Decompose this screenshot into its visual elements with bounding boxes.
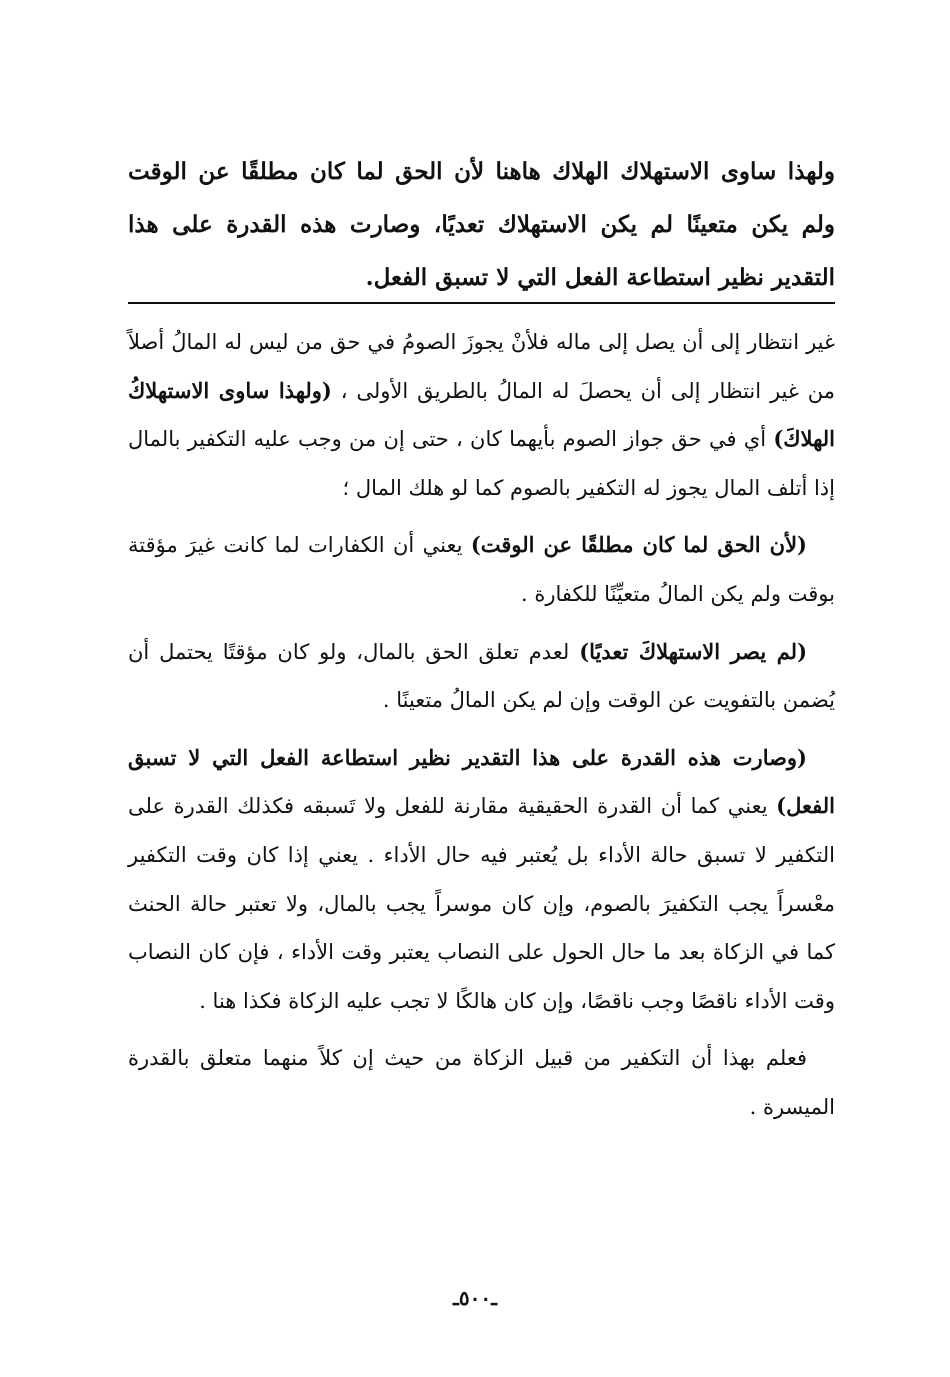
- commentary: [128, 318, 835, 1141]
- commentary-paragraph: [128, 1034, 835, 1131]
- main-text: ولهذا ساوى الاستهلاك الهلاك هاهنا لأن الحق لما كان مطلقًا عن الوقت ولم يكن متعينًا لم يكن الاستهلاك تعديًا، وصارت هذه القدرة على هذا التقدير نظير استطاعة الفعل التي لا تسبق الفعل.: [128, 158, 835, 291]
- quoted-phrase: (لم يصر الاستهلاكَ تعديًا): [579, 638, 808, 664]
- commentary-text: يعني أن الكفارات لما كانت غيرَ مؤقتة بوقت ولم يكن المالُ متعيِّنًا للكفارة .: [128, 533, 835, 606]
- commentary-text: أي في حق جواز الصوم بأيهما كان ، حتى إن من وجب عليه التكفير بالمال إذا أتلف المال يجوز له التكفير بالصوم كما لو هلك المال ؛: [128, 427, 835, 500]
- commentary-text: غير انتظار إلى أن يصل إلى ماله فلأنْ يجوزَ الصومُ في حق من ليس له المالُ أصلاً من غير انتظار إلى أن يحصلَ له المالُ بالطريق الأولى ،: [128, 330, 835, 403]
- commentary-text: يعني كما أن القدرة الحقيقية مقارنة للفعل ولا تَسبقه فكذلك القدرة على التكفير لا تسبق حالة الأداء بل يُعتبر فيه حال الأداء . يعني إذا كان وقت التكفير معْسراً يجب التكفيرَ بالصوم، وإن كان موسراً يجب بالمال، ولا تعتبر حالة الحنث كما في الزكاة بعد ما حال الحول على النصاب يعتبر وقت الأداء ، فإن كان النصاب وقت الأداء ناقصًا وجب ناقصًا، وإن كان هالكًا لا تجب عليه الزكاة فكذا هنا .: [128, 794, 835, 1013]
- commentary-paragraph: [128, 318, 835, 512]
- page-number: ـ٥٠٠ـ: [453, 1286, 497, 1310]
- quoted-phrase: (ولهذا ساوى الاستهلاكُ الهلاكَ): [128, 377, 835, 452]
- commentary-text: لعدم تعلق الحق بالمال، ولو كان مؤقتًا يحتمل أن يُضمن بالتفويت عن الوقت وإن لم يكن المالُ متعينًا .: [128, 639, 835, 713]
- commentary-text: فعلم بهذا أن التكفير من قبيل الزكاة من حيث إن كلاً منهما متعلق بالقدرة الميسرة .: [128, 1046, 835, 1119]
- divider-line: [128, 302, 835, 304]
- commentary-paragraph: [128, 628, 835, 725]
- quoted-phrase: (وصارت هذه القدرة على هذا التقدير نظير استطاعة الفعل التي لا تسبق الفعل): [128, 744, 835, 819]
- commentary-paragraph: [128, 521, 835, 618]
- quoted-phrase: (لأن الحق لما كان مطلقًا عن الوقت): [470, 532, 807, 558]
- commentary-paragraph: [128, 734, 835, 1026]
